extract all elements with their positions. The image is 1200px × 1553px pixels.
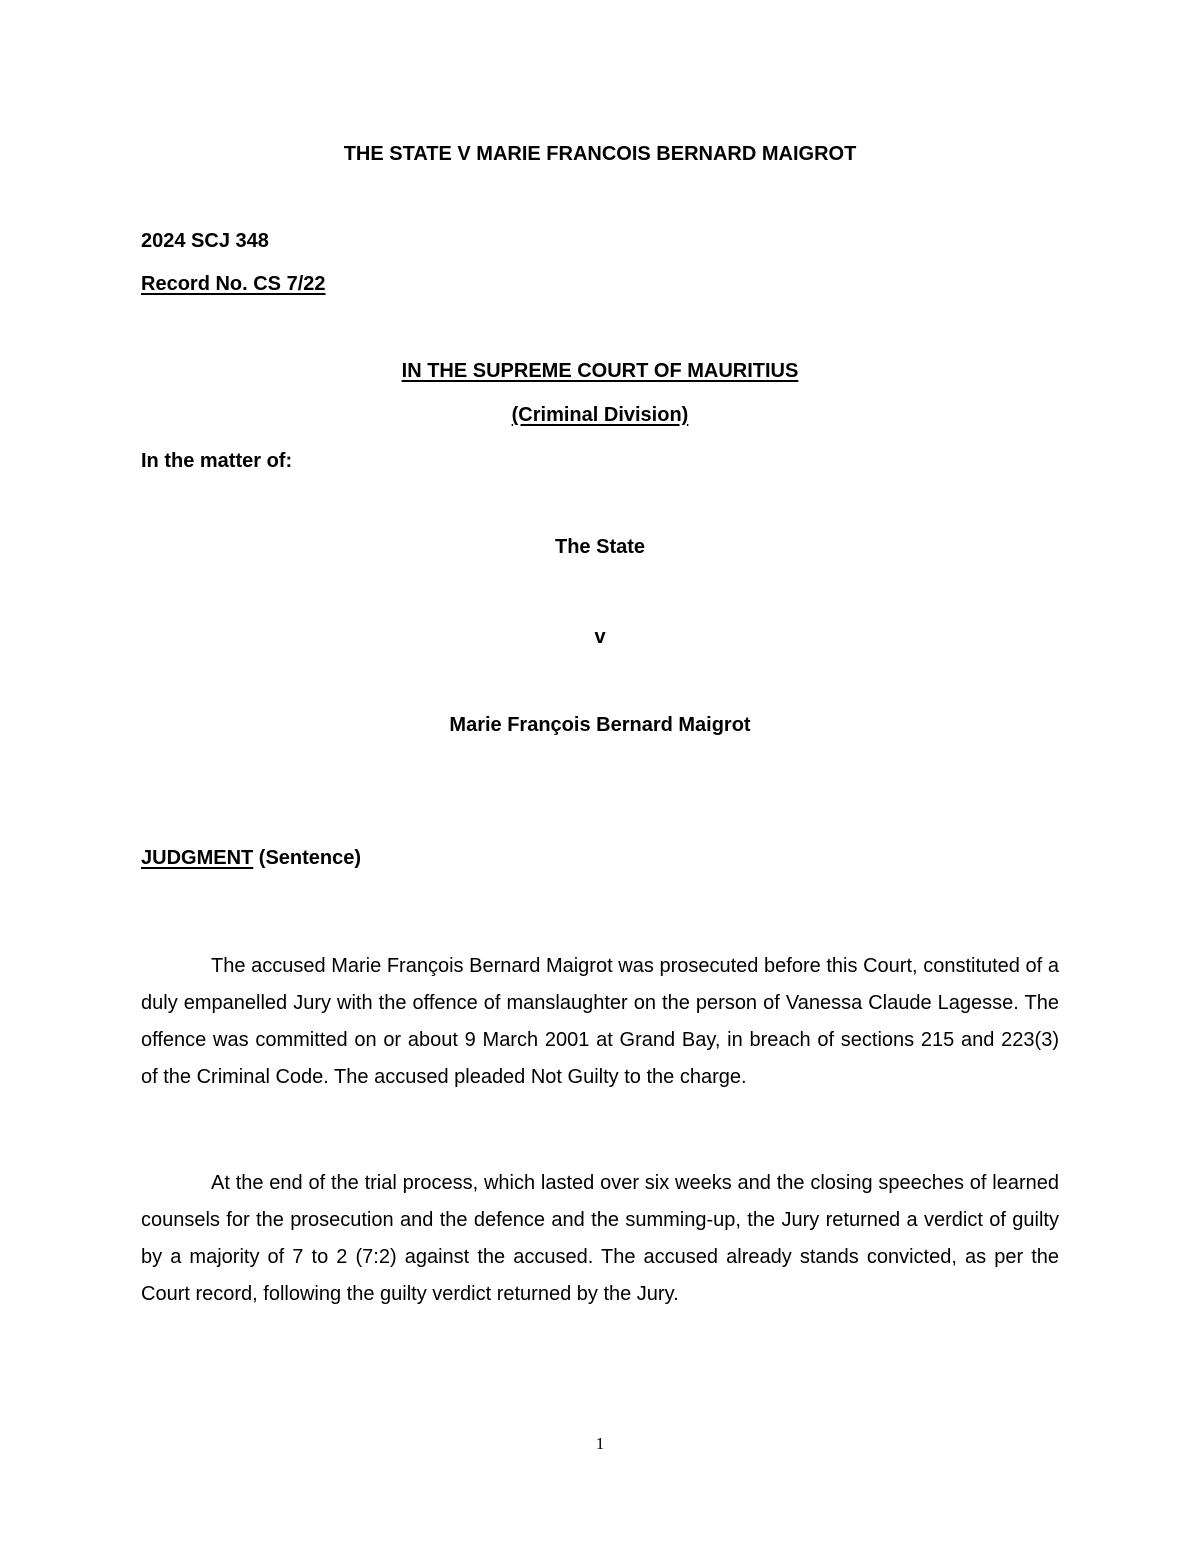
paragraph-1: The accused Marie François Bernard Maigrot was prosecuted before this Court, constituted of a duly empanelled Jury with the offence of manslaughter on the person of Vanessa Claude Lagesse. The offence was committed on or about 9 March 2001 at Grand Bay, in breach of sections 215 and 223(3) of the Criminal Code. The accused pleaded Not Guilty to the charge.: [141, 955, 1059, 1088]
judgment-heading: JUDGMENT: [141, 847, 254, 869]
judgment-heading-line: [141, 846, 361, 870]
versus: v: [594, 626, 606, 648]
party-two: Marie François Bernard Maigrot: [449, 714, 751, 736]
record-number: Record No. CS 7/22: [141, 273, 326, 295]
division-heading: (Criminal Division): [511, 404, 689, 426]
judgment-subheading: (Sentence): [258, 847, 362, 869]
page-number: 1: [595, 1434, 605, 1453]
matter-label: In the matter of:: [141, 450, 293, 472]
party-one: The State: [554, 536, 646, 558]
citation: 2024 SCJ 348: [141, 230, 269, 252]
case-title: THE STATE V MARIE FRANCOIS BERNARD MAIGROT: [343, 143, 857, 165]
court-heading: IN THE SUPREME COURT OF MAURITIUS: [401, 360, 799, 382]
paragraph-2: At the end of the trial process, which lasted over six weeks and the closing speeches of learned counsels for the prosecution and the defence and the summing-up, the Jury returned a verdict of guilty by a majority of 7 to 2 (7:2) against the accused. The accused already stands convicted, as per the Court record, following the guilty verdict returned by the Jury.: [141, 1172, 1059, 1305]
